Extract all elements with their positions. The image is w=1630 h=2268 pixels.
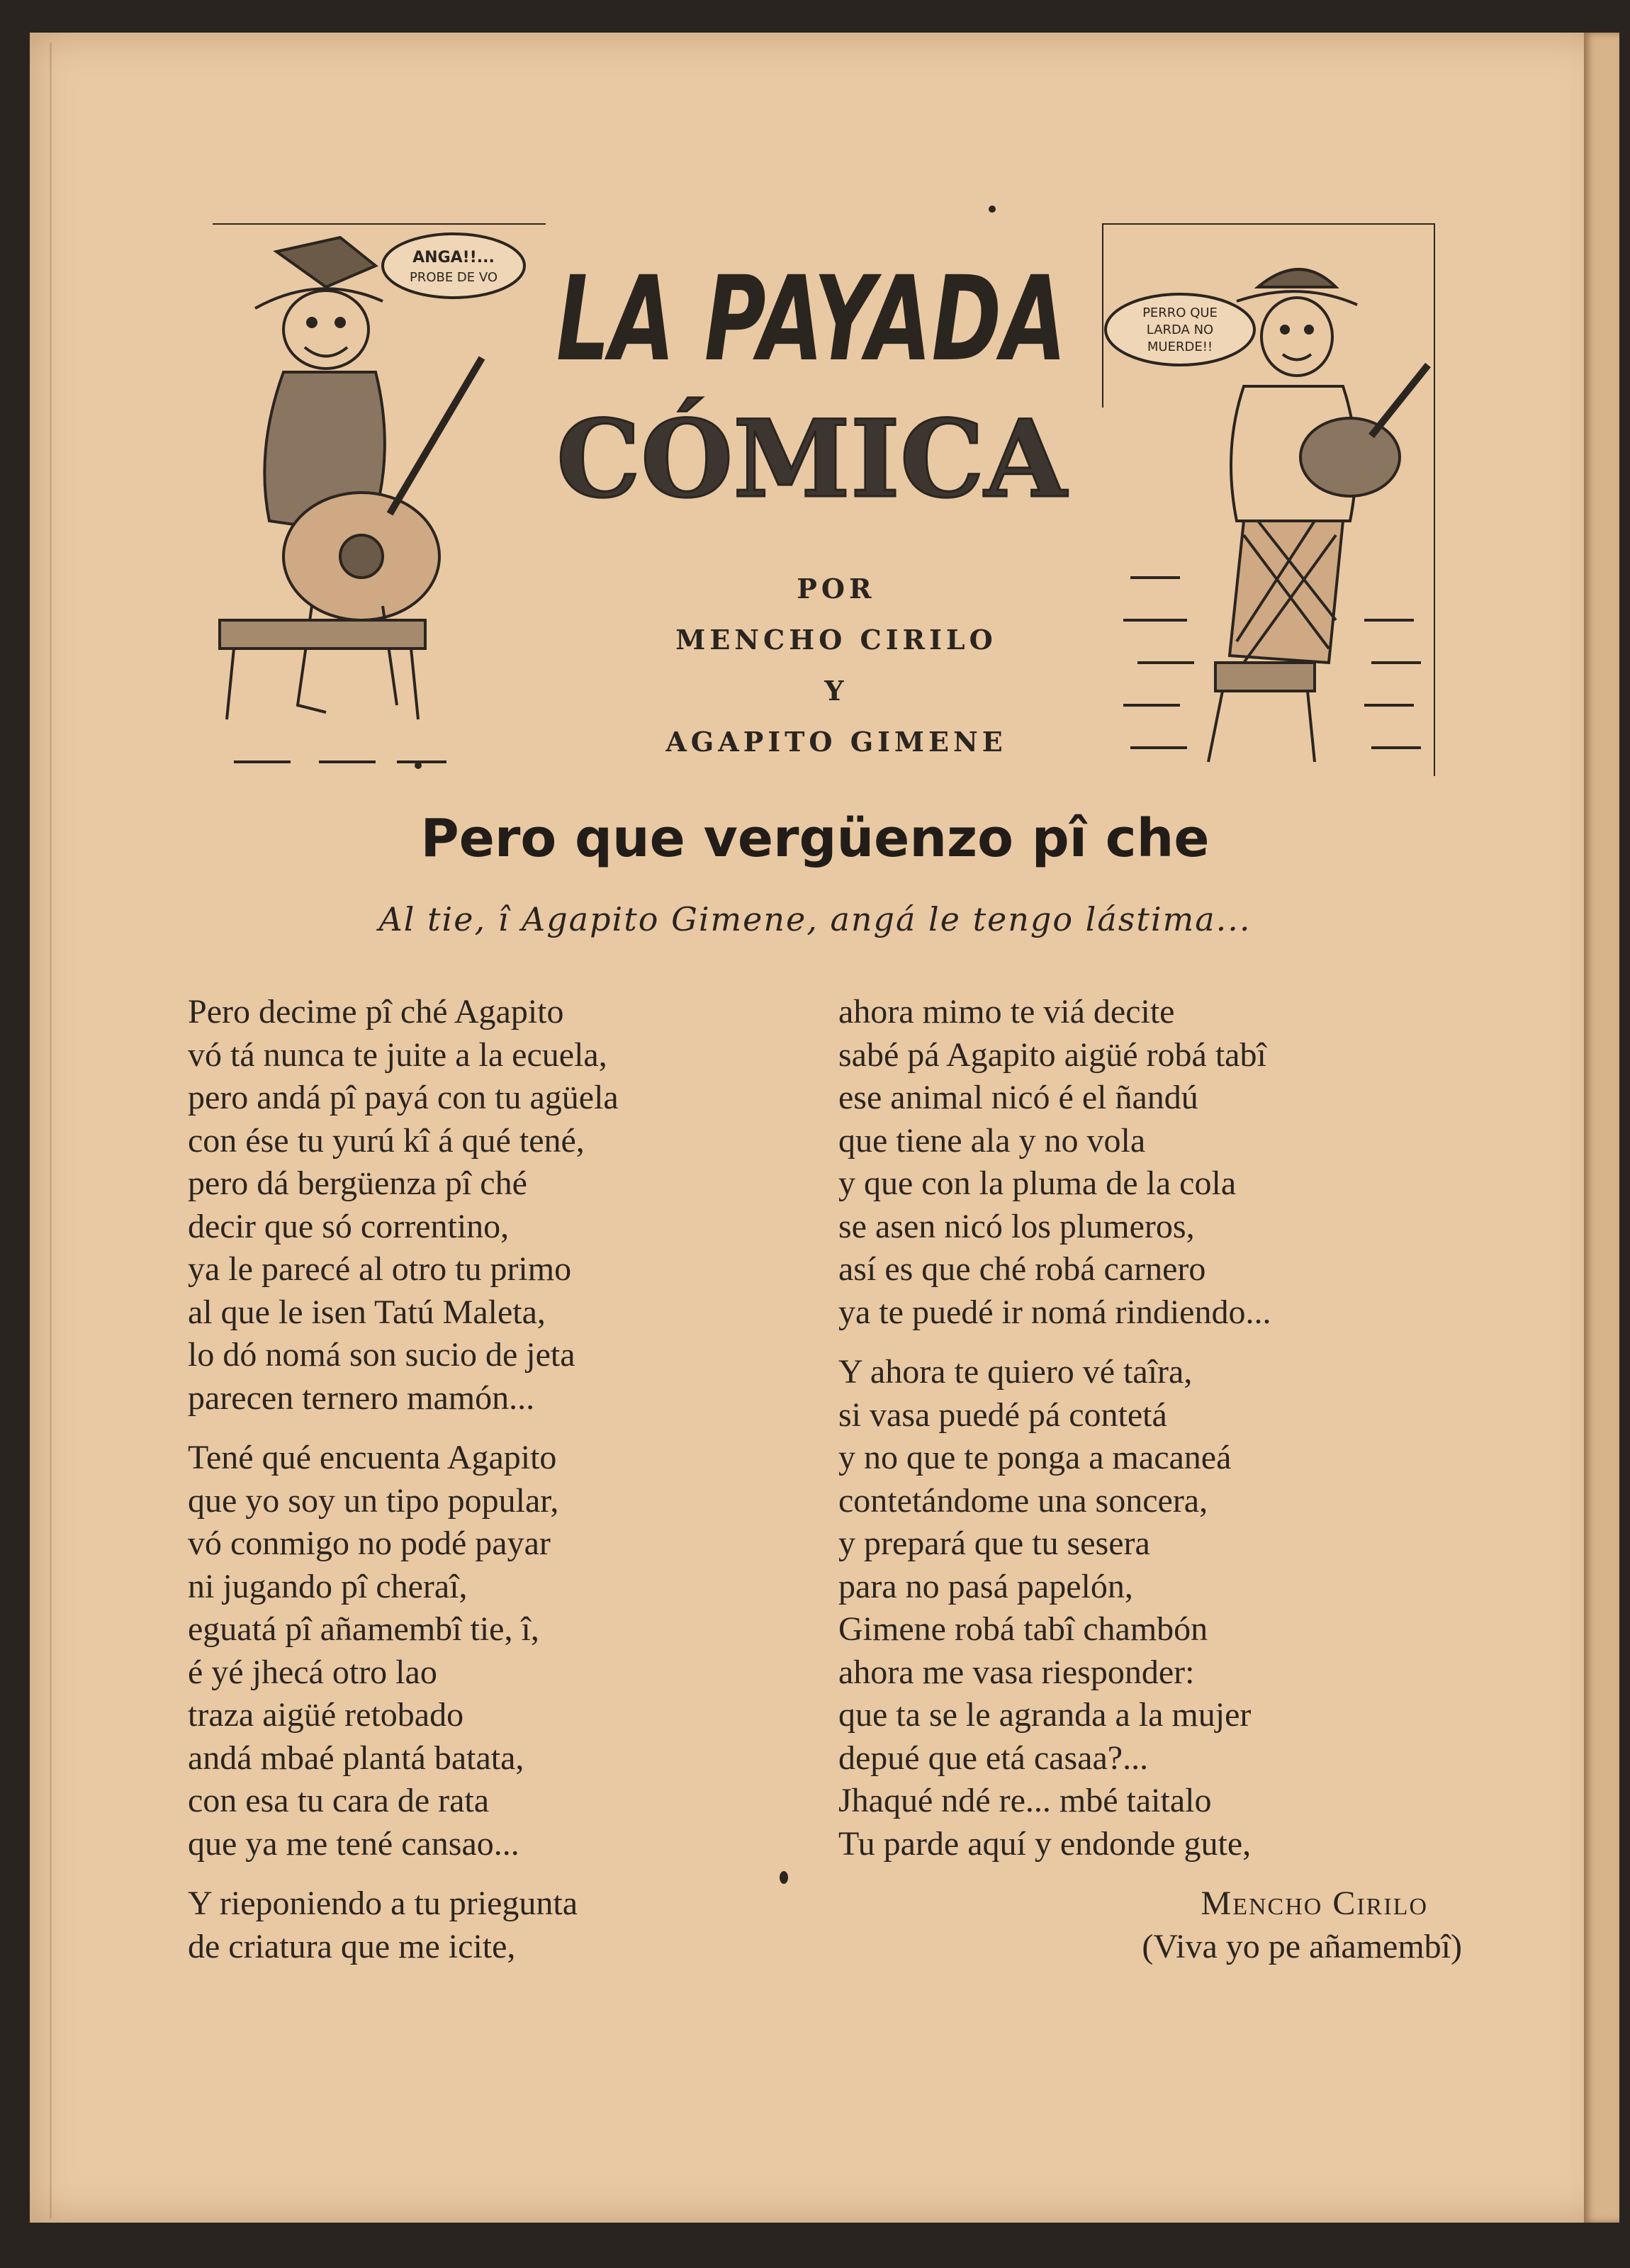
verse-line: Tené qué encuenta Agapito	[188, 1439, 557, 1476]
poem-right-column	[838, 991, 1462, 1968]
stanza	[188, 1437, 826, 1865]
verse-line: para no pasá papelón,	[838, 1567, 1133, 1605]
print-speck	[415, 762, 422, 769]
right-bubble-line2: LARDA NO	[1146, 322, 1214, 337]
verse-line: pero dá bergüenza pî ché	[188, 1164, 527, 1202]
verse-line: de criatura que me icite,	[188, 1927, 516, 1965]
verse-line: Tu parde aquí y endonde gute,	[838, 1824, 1252, 1863]
verse-line: vó tá nunca te juite a la ecuela,	[188, 1035, 607, 1074]
verse-line: se asen nicó los plumeros,	[838, 1207, 1195, 1245]
verse-line: traza aigüé retobado	[188, 1696, 464, 1734]
right-guitarist-illustration	[1102, 223, 1435, 776]
signature-note: (Viva yo pe añamembî)	[1142, 1927, 1462, 1965]
title-line2: CÓMICA	[556, 397, 1069, 522]
verse-line: contetándome una soncera,	[838, 1481, 1208, 1520]
verse-line: y que con la pluma de la cola	[838, 1164, 1237, 1202]
right-bubble-line3: MUERDE!!	[1147, 339, 1213, 354]
verse-line: Y rieponiendo a tu priegunta	[188, 1885, 578, 1922]
page-edge	[1584, 33, 1619, 2223]
verse-line: con ése tu yurú kî á qué tené,	[188, 1121, 585, 1160]
verse-line: decir que só correntino,	[188, 1207, 510, 1245]
verse-line: Pero decime pî ché Agapito	[188, 993, 564, 1031]
verse-line: y prepará que tu sesera	[838, 1525, 1150, 1562]
byline-conj: Y	[824, 675, 848, 707]
verse-line: que ya me tené cansao...	[188, 1824, 519, 1863]
verse-line: Y ahora te quiero vé taîra,	[838, 1353, 1193, 1391]
stanza	[838, 1351, 1462, 1865]
verse-line: eguatá pî añamembî tie, î,	[188, 1610, 539, 1648]
verse-line: é yé jhecá otro lao	[188, 1653, 437, 1691]
verse-line: al que le isen Tatú Maleta,	[188, 1293, 546, 1331]
masthead-title	[539, 227, 1084, 524]
byline-por: POR	[797, 573, 876, 605]
right-bubble-line1: PERRO QUE	[1142, 305, 1218, 320]
left-bubble-line1: ANGA!!...	[412, 249, 495, 266]
verse-line: así es que ché robá carnero	[838, 1250, 1206, 1288]
byline	[581, 563, 1091, 768]
verse-line: ahora mimo te viá decite	[838, 993, 1175, 1031]
verse-line: ya le parecé al otro tu primo	[188, 1250, 572, 1288]
verse-line: andá mbaé plantá batata,	[188, 1739, 524, 1777]
verse-line: que tiene ala y no vola	[838, 1121, 1146, 1160]
verse-line: lo dó nomá son sucio de jeta	[188, 1336, 575, 1374]
verse-line: depué que etá casaa?...	[838, 1739, 1149, 1777]
verse-line: ni jugando pî cheraî,	[188, 1567, 468, 1605]
verse-line: Jhaqué ndé re... mbé taitalo	[838, 1782, 1212, 1819]
left-guitarist-illustration	[213, 223, 546, 776]
signature-name: Mencho Cirilo	[1201, 1885, 1428, 1922]
verse-line: ese animal nicó é el ñandú	[838, 1079, 1198, 1116]
print-speck	[989, 206, 996, 213]
verse-line: parecen ternero mamón...	[188, 1379, 535, 1417]
title-line1: LA PAYADA	[556, 252, 1067, 388]
verse-line: ahora me vasa riesponder:	[838, 1653, 1195, 1691]
poem-subhead: Al tie, î Agapito Gimene, angá le tengo lástima...	[378, 900, 1252, 938]
print-speck	[780, 1871, 788, 1884]
verse-line: ya te puedé ir nomá rindiendo...	[838, 1293, 1271, 1331]
verse-line: con esa tu cara de rata	[188, 1782, 490, 1819]
verse-line: sabé pá Agapito aigüé robá tabî	[838, 1035, 1266, 1074]
verse-line: pero andá pî payá con tu agüela	[188, 1079, 619, 1116]
byline-author2: AGAPITO GIMENE	[665, 726, 1007, 758]
verse-line: si vasa puedé pá contetá	[838, 1396, 1167, 1434]
verse-line: y no que te ponga a macaneá	[838, 1439, 1232, 1476]
byline-author1: MENCHO CIRILO	[675, 624, 997, 656]
left-bubble-line2: PROBE DE VO	[409, 270, 498, 285]
signature-block	[838, 1882, 1462, 1968]
verse-line: que ta se le agranda a la mujer	[838, 1696, 1252, 1734]
poem-left-column	[188, 991, 826, 1985]
stanza	[838, 991, 1462, 1334]
verse-line: vó conmigo no podé payar	[188, 1525, 551, 1562]
poem-headline: Pero que vergüenzo pî che	[420, 808, 1210, 869]
stanza	[188, 991, 826, 1420]
verse-line: Gimene robá tabî chambón	[838, 1610, 1208, 1648]
verse-line: que yo soy un tipo popular,	[188, 1481, 559, 1520]
stanza	[188, 1882, 826, 1968]
